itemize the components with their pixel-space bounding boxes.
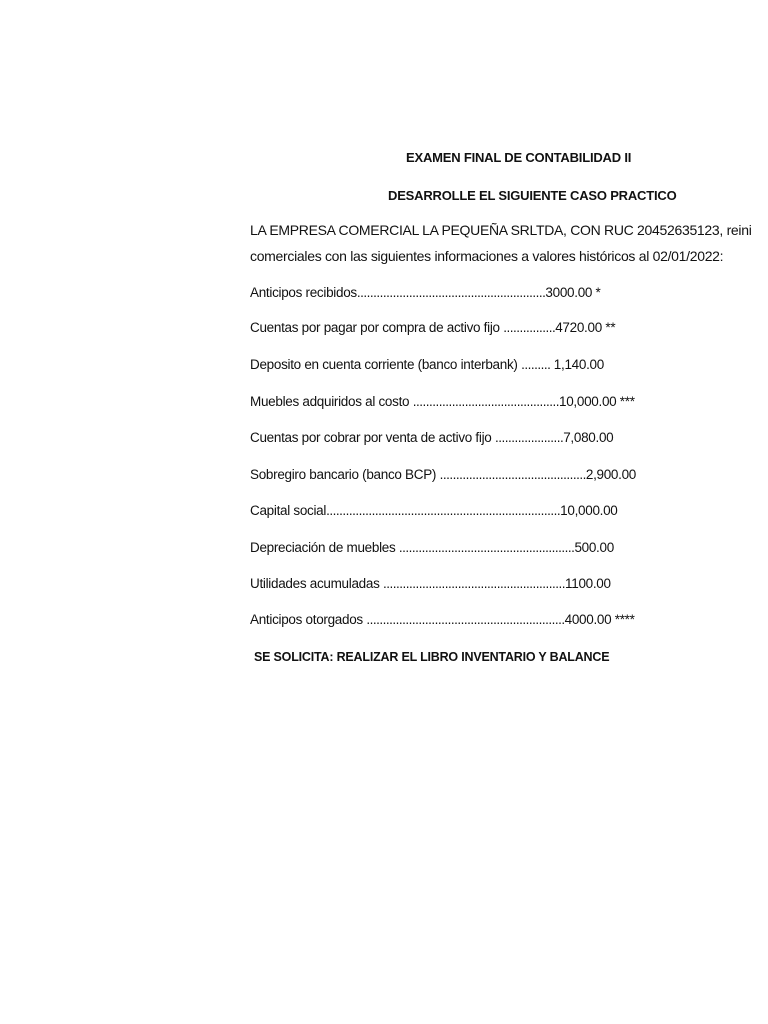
entry-leader: .............................................................: [366, 612, 565, 627]
entry-leader: .........: [521, 357, 551, 372]
entry-value: 2,900.00: [585, 467, 637, 482]
entry-value: 1100.00: [565, 576, 611, 591]
entry-value: 7,080.00: [563, 430, 614, 445]
entry-capital-social: [250, 503, 618, 518]
entry-label: Cuentas por pagar por compra de activo fijo: [250, 320, 504, 335]
entry-cuentas-por-cobrar: [250, 430, 613, 445]
entry-value: 10,000.00: [560, 503, 618, 518]
exam-subtitle: DESARROLLE EL SIGUIENTE CASO PRACTICO: [388, 188, 677, 203]
entry-label: Capital social: [250, 503, 327, 518]
entry-label: Cuentas por cobrar por venta de activo fijo: [250, 430, 495, 445]
entry-leader: ..........................................................: [356, 285, 546, 300]
entry-deposito-cuenta-corriente: [250, 357, 604, 372]
entry-leader: ........................................................................: [326, 503, 561, 518]
entry-leader: ......................................................: [398, 540, 575, 555]
entry-label: Anticipos recibidos: [250, 285, 357, 300]
entry-leader: ........................................................: [382, 576, 566, 591]
intro-line-2: comerciales con las siguientes informaciones a valores históricos al 02/01/2022:: [250, 248, 724, 264]
entry-label: Deposito en cuenta corriente (banco interbank): [250, 357, 522, 372]
entry-value: 10,000.00 ***: [559, 394, 635, 409]
request-statement: SE SOLICITA: REALIZAR EL LIBRO INVENTARIO Y BALANCE: [254, 650, 610, 664]
entry-value: 3000.00 *: [545, 285, 601, 300]
entry-label: Utilidades acumuladas: [250, 576, 383, 591]
entry-value: 4720.00 **: [555, 320, 616, 335]
entry-leader: .....................: [494, 430, 564, 445]
entry-anticipos-otorgados: [250, 612, 635, 627]
entry-label: Depreciación de muebles: [250, 540, 399, 555]
intro-line-1: LA EMPRESA COMERCIAL LA PEQUEÑA SRLTDA, CON RUC 20452635123, reini: [250, 222, 752, 238]
entry-utilidades-acumuladas: [250, 576, 611, 591]
entry-value: 4000.00 ****: [564, 612, 635, 627]
entry-leader: .............................................: [439, 467, 586, 482]
entry-depreciacion-muebles: [250, 540, 614, 555]
entry-label: Muebles adquiridos al costo: [250, 394, 413, 409]
entry-leader: ................: [503, 320, 556, 335]
entry-cuentas-por-pagar: [250, 320, 615, 335]
exam-title: EXAMEN FINAL DE CONTABILIDAD II: [406, 150, 632, 165]
entry-sobregiro-bancario: [250, 467, 636, 482]
entry-label: Sobregiro bancario (banco BCP): [250, 467, 440, 482]
entry-leader: .............................................: [412, 394, 559, 409]
entry-value: 500.00: [574, 540, 614, 555]
entry-value: 1,140.00: [550, 357, 604, 372]
entry-muebles-adquiridos: [250, 394, 635, 409]
entry-label: Anticipos otorgados: [250, 612, 367, 627]
entry-anticipos-recibidos: [250, 285, 601, 300]
